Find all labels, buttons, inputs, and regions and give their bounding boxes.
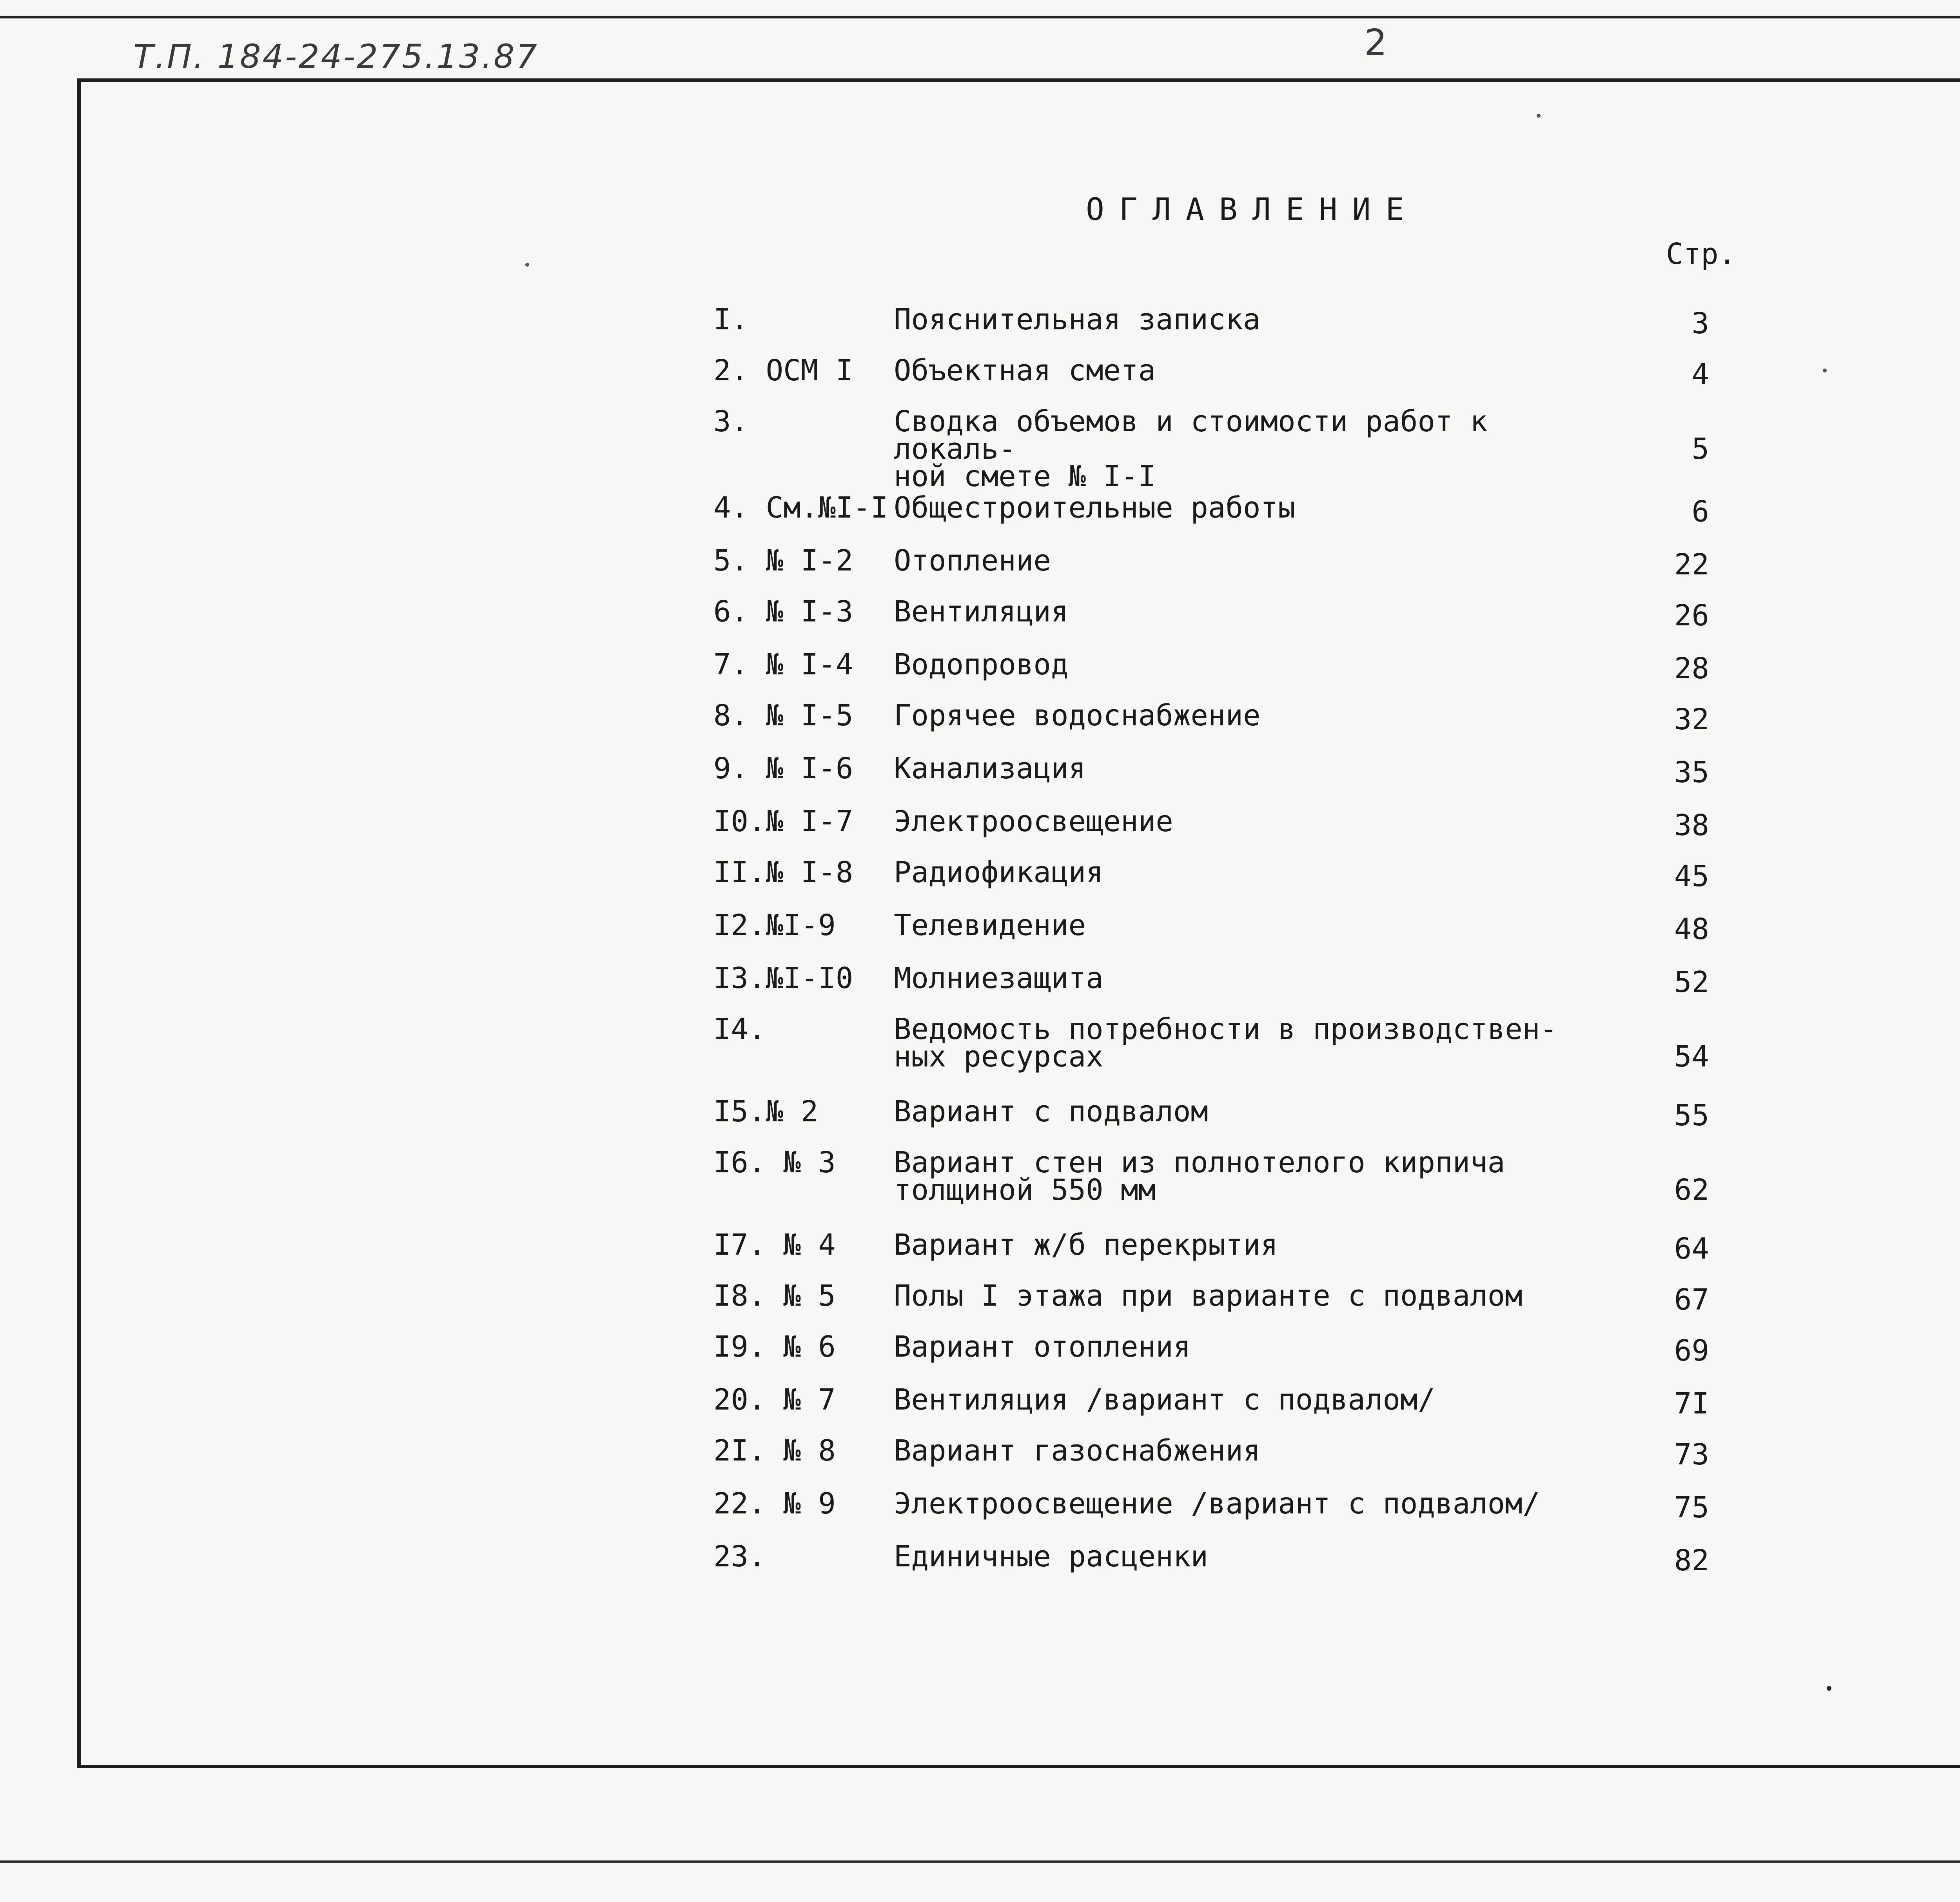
toc-entry-number: I2.№I-9 (713, 908, 836, 942)
toc-entry-title: Полы I этажа при варианте с подвалом (894, 1279, 1523, 1313)
toc-entry-page: 35 (1674, 756, 1709, 789)
outer-border-top (0, 16, 1960, 18)
toc-entry-title: Водопровод (894, 648, 1069, 681)
toc-entry-title: Вариант газоснабжения (894, 1434, 1261, 1468)
toc-entry-number: 22. № 9 (713, 1487, 836, 1521)
toc-entry-page: 52 (1674, 965, 1709, 999)
toc-entry-title: Вентиляция (894, 595, 1069, 629)
toc-entry-number: 8. № I-5 (713, 699, 853, 732)
toc-entry-page: 48 (1674, 912, 1709, 946)
outer-border-bottom (0, 1860, 1960, 1863)
toc-entry-title: Единичные расценки (894, 1540, 1208, 1573)
toc-entry-title: Вариант отопления (894, 1330, 1191, 1364)
scan-speck (1537, 114, 1541, 118)
toc-entry-number: 9. № I-6 (713, 752, 853, 785)
toc-entry-number: I9. № 6 (713, 1330, 836, 1364)
document-code: Т.П. 184-24-275.13.87 (133, 37, 539, 76)
page-number: 2 (1364, 22, 1389, 64)
toc-entry-number: 3. (713, 405, 749, 438)
toc-entry-title: Общестроительные работы (894, 491, 1296, 525)
toc-entry-number: II.№ I-8 (713, 856, 853, 889)
toc-title: ОГЛАВЛЕНИЕ (1086, 192, 1419, 227)
toc-entry-title: Электроосвещение (894, 805, 1173, 838)
toc-entry-page: 64 (1674, 1232, 1709, 1266)
toc-entry-number: 2. ОСМ I (713, 354, 853, 387)
toc-entry-page: 4 (1691, 358, 1709, 391)
toc-entry-page: 38 (1674, 808, 1709, 842)
toc-entry-page: 55 (1674, 1099, 1709, 1132)
toc-entry-number: I6. № 3 (713, 1146, 836, 1179)
toc-entry-number: 7. № I-4 (713, 648, 853, 681)
toc-entry-number: I7. № 4 (713, 1228, 836, 1262)
toc-entry-title: Пояснительная записка (894, 303, 1261, 336)
toc-entry-number: 23. (713, 1540, 766, 1573)
toc-entry-title: Вариант стен из полнотелого кирпича толщиной 550 мм (894, 1146, 1505, 1207)
toc-entry-number: I3.№I-I0 (713, 961, 853, 995)
toc-entry-title: Электроосвещение /вариант с подвалом/ (894, 1487, 1540, 1521)
toc-entry-title: Вентиляция /вариант с подвалом/ (894, 1383, 1436, 1417)
toc-entry-page: 69 (1674, 1334, 1709, 1368)
toc-entry-number: 5. № I-2 (713, 544, 853, 578)
toc-entry-page: 73 (1674, 1438, 1709, 1471)
toc-entry-page: 67 (1674, 1283, 1709, 1317)
toc-entry-title: Ведомость потребности в производствен- ных ресурсах (894, 1012, 1557, 1074)
toc-entry-title: Телевидение (894, 908, 1086, 942)
toc-entry-page: 54 (1674, 1040, 1709, 1074)
toc-entry-title: Объектная смета (894, 354, 1156, 387)
toc-entry-page: 22 (1674, 548, 1709, 581)
toc-entry-number: I. (713, 303, 749, 336)
toc-entry-page: 7I (1674, 1387, 1709, 1421)
scan-speck (1827, 1686, 1831, 1691)
toc-entry-number: 6. № I-3 (713, 595, 853, 629)
toc-entry-page: 45 (1674, 859, 1709, 893)
toc-entry-title: Канализация (894, 752, 1086, 785)
toc-entry-number: I5.№ 2 (713, 1095, 818, 1128)
toc-entry-title: Радиофикация (894, 856, 1103, 889)
toc-entry-title: Горячее водоснабжение (894, 699, 1261, 732)
toc-entry-page: 3 (1691, 307, 1709, 340)
toc-entry-number: 4. См.№I-I (713, 491, 888, 525)
toc-entry-page: 32 (1674, 703, 1709, 736)
pages-column-header: Стр. (1666, 237, 1736, 271)
toc-entry-page: 5 (1691, 432, 1709, 466)
toc-entry-number: 2I. № 8 (713, 1434, 836, 1468)
toc-entry-title: Вариант ж/б перекрытия (894, 1228, 1278, 1262)
toc-entry-page: 26 (1674, 599, 1709, 632)
toc-entry-number: I8. № 5 (713, 1279, 836, 1313)
toc-entry-title: Сводка объемов и стоимости работ к локаль- ной смете № I-I (894, 405, 1488, 493)
toc-entry-page: 82 (1674, 1544, 1709, 1577)
toc-entry-page: 28 (1674, 652, 1709, 685)
toc-entry-page: 62 (1674, 1173, 1709, 1207)
toc-entry-number: I4. (713, 1012, 766, 1046)
toc-entry-page: 75 (1674, 1491, 1709, 1524)
scan-speck (525, 263, 529, 267)
toc-entry-title: Молниезащита (894, 961, 1103, 995)
toc-entry-number: I0.№ I-7 (713, 805, 853, 838)
toc-entry-title: Отопление (894, 544, 1051, 578)
toc-entry-page: 6 (1691, 495, 1709, 529)
scan-speck (1823, 369, 1827, 372)
toc-entry-title: Вариант с подвалом (894, 1095, 1208, 1128)
toc-entry-number: 20. № 7 (713, 1383, 836, 1417)
